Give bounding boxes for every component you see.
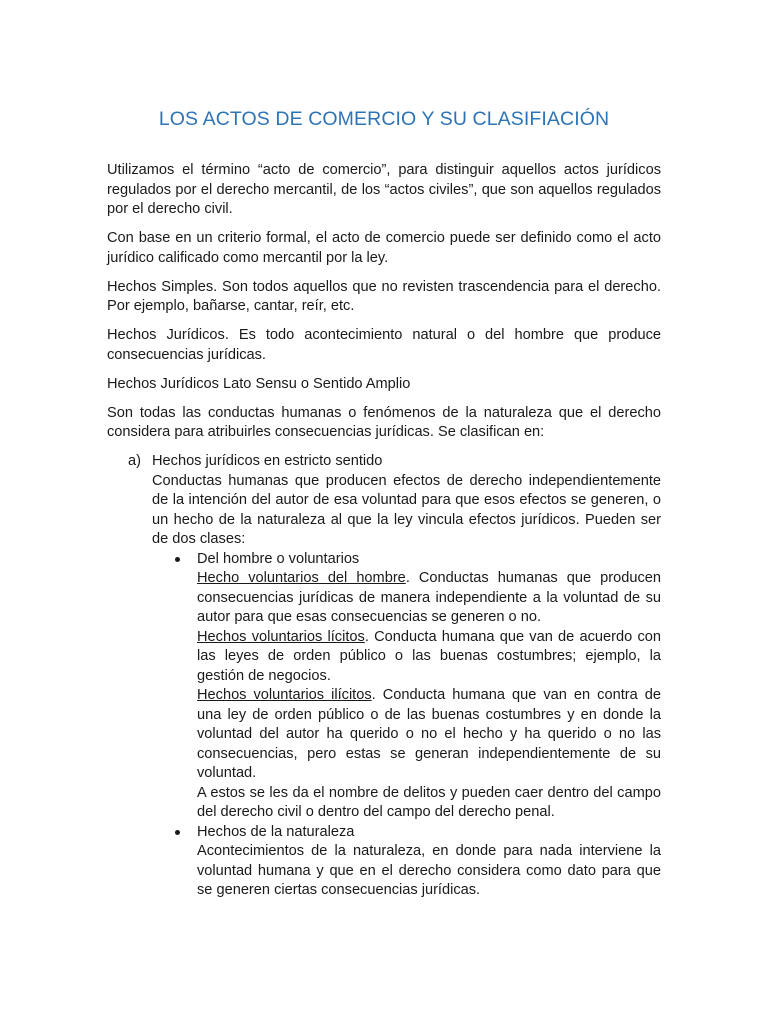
paragraph-hechos-juridicos: Hechos Jurídicos. Es todo acontecimiento natural o del hombre que produce consecuencias jurídicas. — [107, 327, 661, 363]
paragraph-lato-sensu: Hechos Jurídicos Lato Sensu o Sentido Amplio — [107, 375, 411, 392]
list-item-a-heading: Hechos jurídicos en estricto sentido — [152, 453, 383, 469]
document-title: LOS ACTOS DE COMERCIO Y SU CLASIFIACIÓN — [158, 108, 610, 130]
bullet-dot-icon — [175, 830, 180, 835]
paragraph-intro: Utilizamos el término “acto de comercio”, para distinguir aquellos actos jurídicos regulados por el derecho mercantil, de los “actos civiles”, que son aquellos regulados por el derecho civil. — [107, 162, 661, 217]
document-body — [107, 161, 661, 901]
definition-hecho-voluntarios — [197, 569, 661, 628]
list-item-a-text: Conductas humanas que producen efectos de derecho independientemente de la intención del autor de esa voluntad para que esos efectos se generen, o un hecho de la naturaleza al que la ley vincula efectos jurídicos. Pueden ser de dos clases: — [152, 472, 661, 547]
term-ilicitos: Hechos voluntarios ilícitos — [197, 687, 372, 703]
naturaleza-text: Acontecimientos de la naturaleza, en donde para nada interviene la voluntad humana y que en el derecho considera como dato para que se generen ciertas consecuencias jurídicas. — [197, 843, 661, 898]
paragraph-hechos-simples: Hechos Simples. Son todos aquellos que no revisten trascendencia para el derecho. Por ejemplo, bañarse, cantar, reír, etc. — [107, 278, 661, 314]
definition-ilicitos — [197, 686, 661, 784]
definition-licitos — [197, 628, 661, 687]
bullet-list — [152, 550, 661, 901]
bullet-heading-voluntarios: Del hombre o voluntarios — [197, 550, 360, 567]
list-item-a — [107, 452, 661, 901]
bullet-dot-icon — [175, 557, 180, 562]
list-marker-a: a) — [128, 453, 141, 469]
definition-text: . Conducta humana que van en contra de una ley de orden público o de las buenas costumbres y en donde la voluntad del autor ha querido o no el hecho y ha querido o no las consecuencias, pero estas se generan independientemente de su voluntad. — [197, 687, 661, 781]
paragraph-clasificacion: Son todas las conductas humanas o fenómenos de la naturaleza que el derecho considera para atribuirles consecuencias jurídicas. Se clasifican en: — [107, 404, 661, 440]
bullet-item-naturaleza — [152, 823, 661, 901]
delitos-note: A estos se les da el nombre de delitos y pueden caer dentro del campo del derecho civil o dentro del campo del derecho penal. — [197, 784, 661, 820]
paragraph-criterio-formal: Con base en un criterio formal, el acto de comercio puede ser definido como el acto jurídico calificado como mercantil por la ley. — [107, 230, 661, 266]
term-hecho-voluntarios: Hecho voluntarios del hombre — [197, 570, 406, 586]
definition-text: . Conducta humana que van de acuerdo con las leyes de orden público o las buenas costumbres; ejemplo, la gestión de negocios. — [197, 628, 661, 684]
definition-text: . Conductas humanas que producen consecuencias jurídicas de manera independiente a la voluntad de su autor para que esas consecuencias se generen o no. — [197, 570, 661, 625]
bullet-item-voluntarios — [152, 550, 661, 823]
term-licitos: Hechos voluntarios lícitos — [197, 628, 365, 645]
bullet-heading-naturaleza: Hechos de la naturaleza — [197, 823, 355, 840]
